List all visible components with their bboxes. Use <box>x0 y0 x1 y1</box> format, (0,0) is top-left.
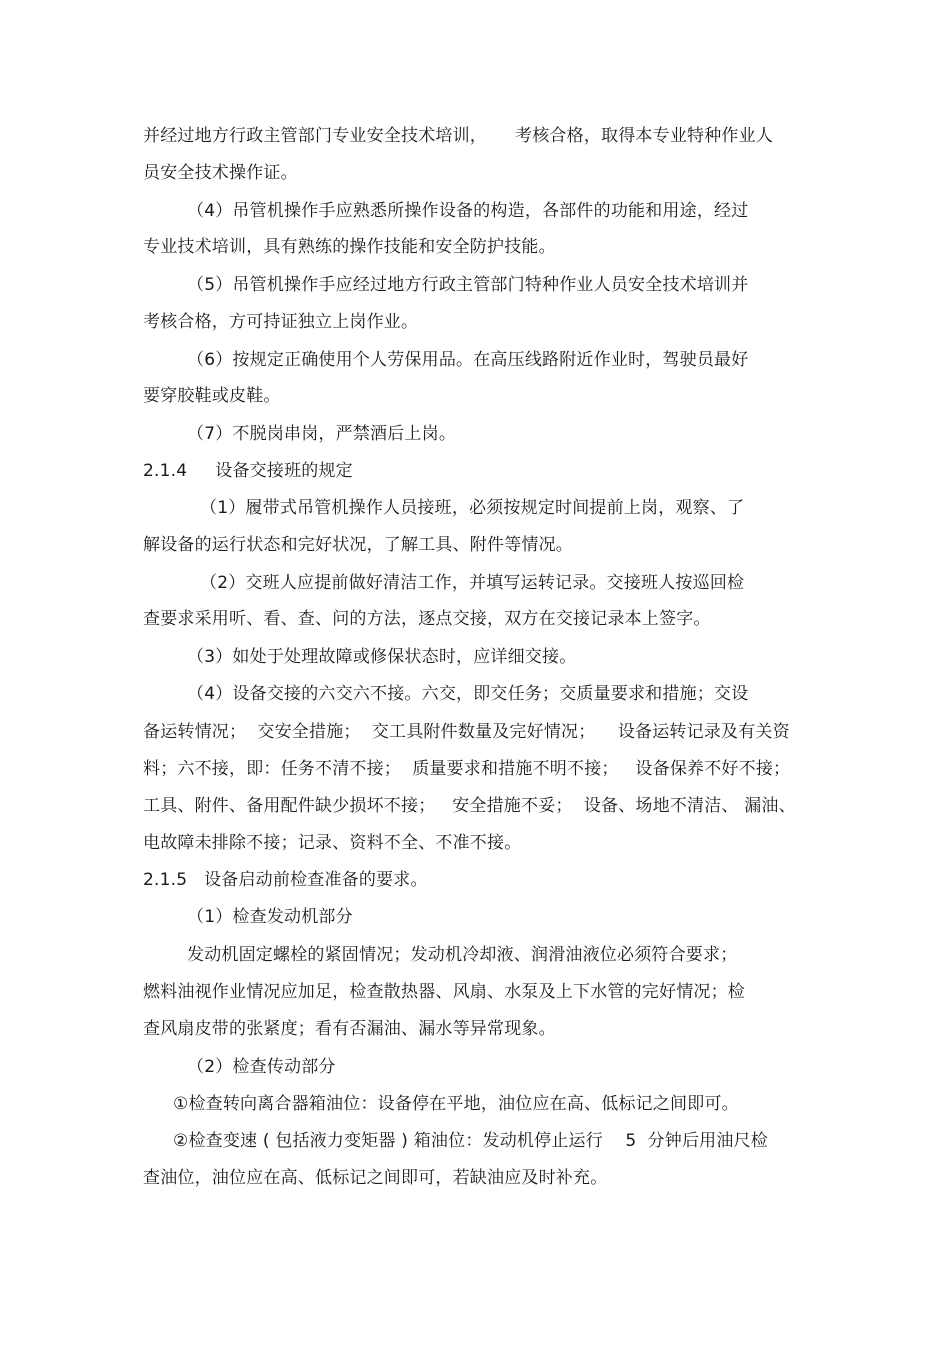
text-line: 料；六不接，即：任务不清不接； 质量要求和措施不明不接； 设备保养不好不接； <box>143 759 791 779</box>
text-line: 专业技术培训，具有熟练的操作技能和安全防护技能。 <box>143 237 556 257</box>
text-line: （6）按规定正确使用个人劳保用品。在高压线路附近作业时，驾驶员最好 <box>187 350 749 370</box>
text-line: 备运转情况； 交安全措施； 交工具附件数量及完好情况； 设备运转记录及有关资 <box>143 722 790 742</box>
text-line: 电故障未排除不接；记录、资料不全、不准不接。 <box>143 833 522 853</box>
text-line: 要穿胶鞋或皮鞋。 <box>143 386 281 406</box>
text-line: （4）吊管机操作手应熟悉所操作设备的构造，各部件的功能和用途，经过 <box>187 201 749 221</box>
text-line: （3）如处于处理故障或修保状态时，应详细交接。 <box>187 647 577 667</box>
text-line: （7）不脱岗串岗，严禁酒后上岗。 <box>187 424 457 444</box>
text-line: ②检查变速 ( 包括液力变矩器 ) 箱油位：发动机停止运行 5 分钟后用油尺检 <box>173 1131 768 1151</box>
text-line: （2）检查传动部分 <box>187 1057 336 1077</box>
text-line: 查风扇皮带的张紧度；看有否漏油、漏水等异常现象。 <box>143 1019 556 1039</box>
text-line: （1）检查发动机部分 <box>187 907 353 927</box>
text-line: 解设备的运行状态和完好状况，了解工具、附件等情况。 <box>143 535 573 555</box>
text-line: 查要求采用听、看、查、问的方法，逐点交接，双方在交接记录本上签字。 <box>143 609 711 629</box>
text-line: （1）履带式吊管机操作人员接班，必须按规定时间提前上岗，观察、了 <box>200 498 745 518</box>
text-line: 并经过地方行政主管部门专业安全技术培训， 考核合格，取得本专业特种作业人 <box>143 126 774 146</box>
section-heading: 2.1.4 设备交接班的规定 <box>143 461 353 481</box>
text-line: （2）交班人应提前做好清洁工作，并填写运转记录。交接班人按巡回检 <box>200 573 745 593</box>
text-line: 查油位，油位应在高、低标记之间即可，若缺油应及时补充。 <box>143 1168 608 1188</box>
text-line: 员安全技术操作证。 <box>143 163 298 183</box>
text-line: 发动机固定螺栓的紧固情况；发动机冷却液、润滑油液位必须符合要求； <box>187 945 738 965</box>
text-line: ①检查转向离合器箱油位：设备停在平地，油位应在高、低标记之间即可。 <box>173 1094 739 1114</box>
text-line: （4）设备交接的六交六不接。六交，即交任务；交质量要求和措施；交设 <box>187 684 749 704</box>
text-line: 工具、附件、备用配件缺少损坏不接； 安全措施不妥； 设备、场地不清洁、 漏油、 <box>143 796 796 816</box>
text-line: 燃料油视作业情况应加足，检查散热器、风扇、水泵及上下水管的完好情况；检 <box>143 982 745 1002</box>
text-line: （5）吊管机操作手应经过地方行政主管部门特种作业人员安全技术培训并 <box>187 275 749 295</box>
section-heading: 2.1.5 设备启动前检查准备的要求。 <box>143 870 428 890</box>
text-line: 考核合格，方可持证独立上岗作业。 <box>143 312 419 332</box>
